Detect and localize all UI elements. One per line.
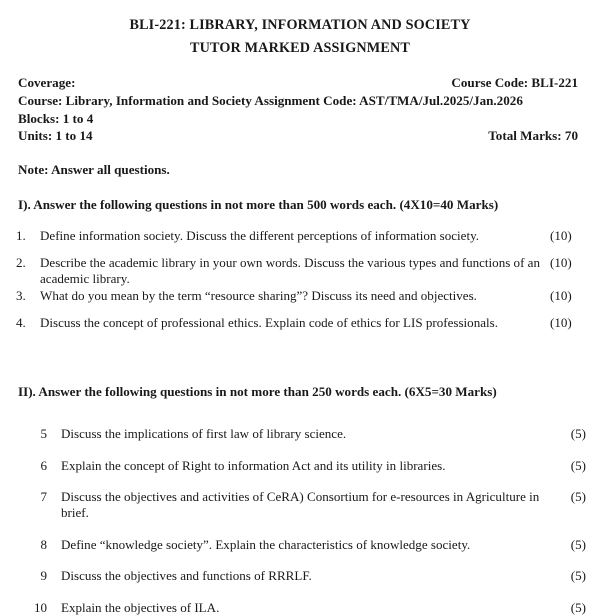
meta-row-blocks xyxy=(18,110,578,128)
question-number: 7 xyxy=(40,489,47,505)
coverage-label: Coverage: xyxy=(18,75,76,90)
section-1-heading: I). Answer the following questions in not more than 500 words each. (4X10=40 Marks) xyxy=(18,197,499,213)
question-text: Explain the concept of Right to information Act and its utility in libraries. xyxy=(61,457,446,473)
question-marks: (10) xyxy=(550,288,572,304)
question-number: 1. xyxy=(16,228,26,244)
assignment-meta-block xyxy=(0,74,600,145)
question-item xyxy=(0,255,600,288)
question-item xyxy=(0,537,600,553)
document-title-line-2: TUTOR MARKED ASSIGNMENT xyxy=(190,40,410,56)
question-marks: (10) xyxy=(550,254,572,270)
question-item xyxy=(0,426,600,442)
question-number: 8 xyxy=(40,536,47,552)
question-marks: (10) xyxy=(550,228,572,244)
question-item xyxy=(0,458,600,474)
question-number: 4. xyxy=(16,314,26,330)
question-text: Define “knowledge society”. Explain the characteristics of knowledge society. xyxy=(61,536,471,552)
question-number: 9 xyxy=(40,568,47,584)
question-number: 5 xyxy=(40,426,47,442)
question-item xyxy=(0,600,600,616)
question-item xyxy=(0,288,600,304)
question-number: 10 xyxy=(33,599,47,615)
question-number: 2. xyxy=(16,254,26,270)
total-marks-value: Total Marks: 70 xyxy=(488,128,578,144)
blocks-value: Blocks: 1 to 4 xyxy=(18,110,94,126)
section-2-question-list xyxy=(0,426,600,616)
section-1-question-list xyxy=(0,228,600,331)
question-marks: (5) xyxy=(570,599,586,615)
question-item xyxy=(0,315,600,331)
question-marks: (10) xyxy=(550,314,572,330)
question-text: Discuss the concept of professional ethics. Explain code of ethics for LIS professionals. xyxy=(40,314,498,330)
question-marks: (5) xyxy=(570,536,586,552)
question-marks: (5) xyxy=(570,457,586,473)
question-number: 3. xyxy=(16,288,26,304)
question-text: Describe the academic library in your own words. Discuss the various types and functions of an academic library. xyxy=(40,254,540,286)
question-item xyxy=(0,489,600,522)
question-item xyxy=(0,228,600,244)
document-title-block xyxy=(0,0,600,60)
question-item xyxy=(0,568,600,584)
question-marks: (5) xyxy=(570,426,586,442)
question-text: Define information society. Discuss the different perceptions of information society. xyxy=(40,228,480,244)
question-text: Discuss the objectives and activities of CeRA) Consortium for e-resources in Agriculture in brief. xyxy=(61,489,540,521)
section-2-heading: II). Answer the following questions in not more than 250 words each. (6X5=30 Marks) xyxy=(18,384,497,400)
question-text: What do you mean by the term “resource sharing”? Discuss its need and objectives. xyxy=(40,288,477,304)
question-text: Discuss the objectives and functions of RRRLF. xyxy=(61,568,312,584)
answer-all-questions-note: Note: Answer all questions. xyxy=(18,162,170,178)
question-marks: (5) xyxy=(570,568,586,584)
meta-row-course xyxy=(18,92,578,110)
units-value: Units: 1 to 14 xyxy=(18,128,93,144)
section-gap xyxy=(0,341,600,355)
meta-row-coverage xyxy=(18,74,578,92)
course-code-value: Course Code: BLI-221 xyxy=(451,75,578,90)
question-text: Explain the objectives of ILA. xyxy=(61,599,220,615)
question-marks: (5) xyxy=(570,489,586,505)
document-title-line-1: BLI-221: LIBRARY, INFORMATION AND SOCIETY xyxy=(129,17,471,33)
meta-row-units xyxy=(18,127,578,145)
course-and-assignment-code: Course: Library, Information and Society Assignment Code: AST/TMA/Jul.2025/Jan.2026 xyxy=(18,92,523,108)
question-text: Discuss the implications of first law of library science. xyxy=(61,426,347,442)
question-number: 6 xyxy=(40,457,47,473)
